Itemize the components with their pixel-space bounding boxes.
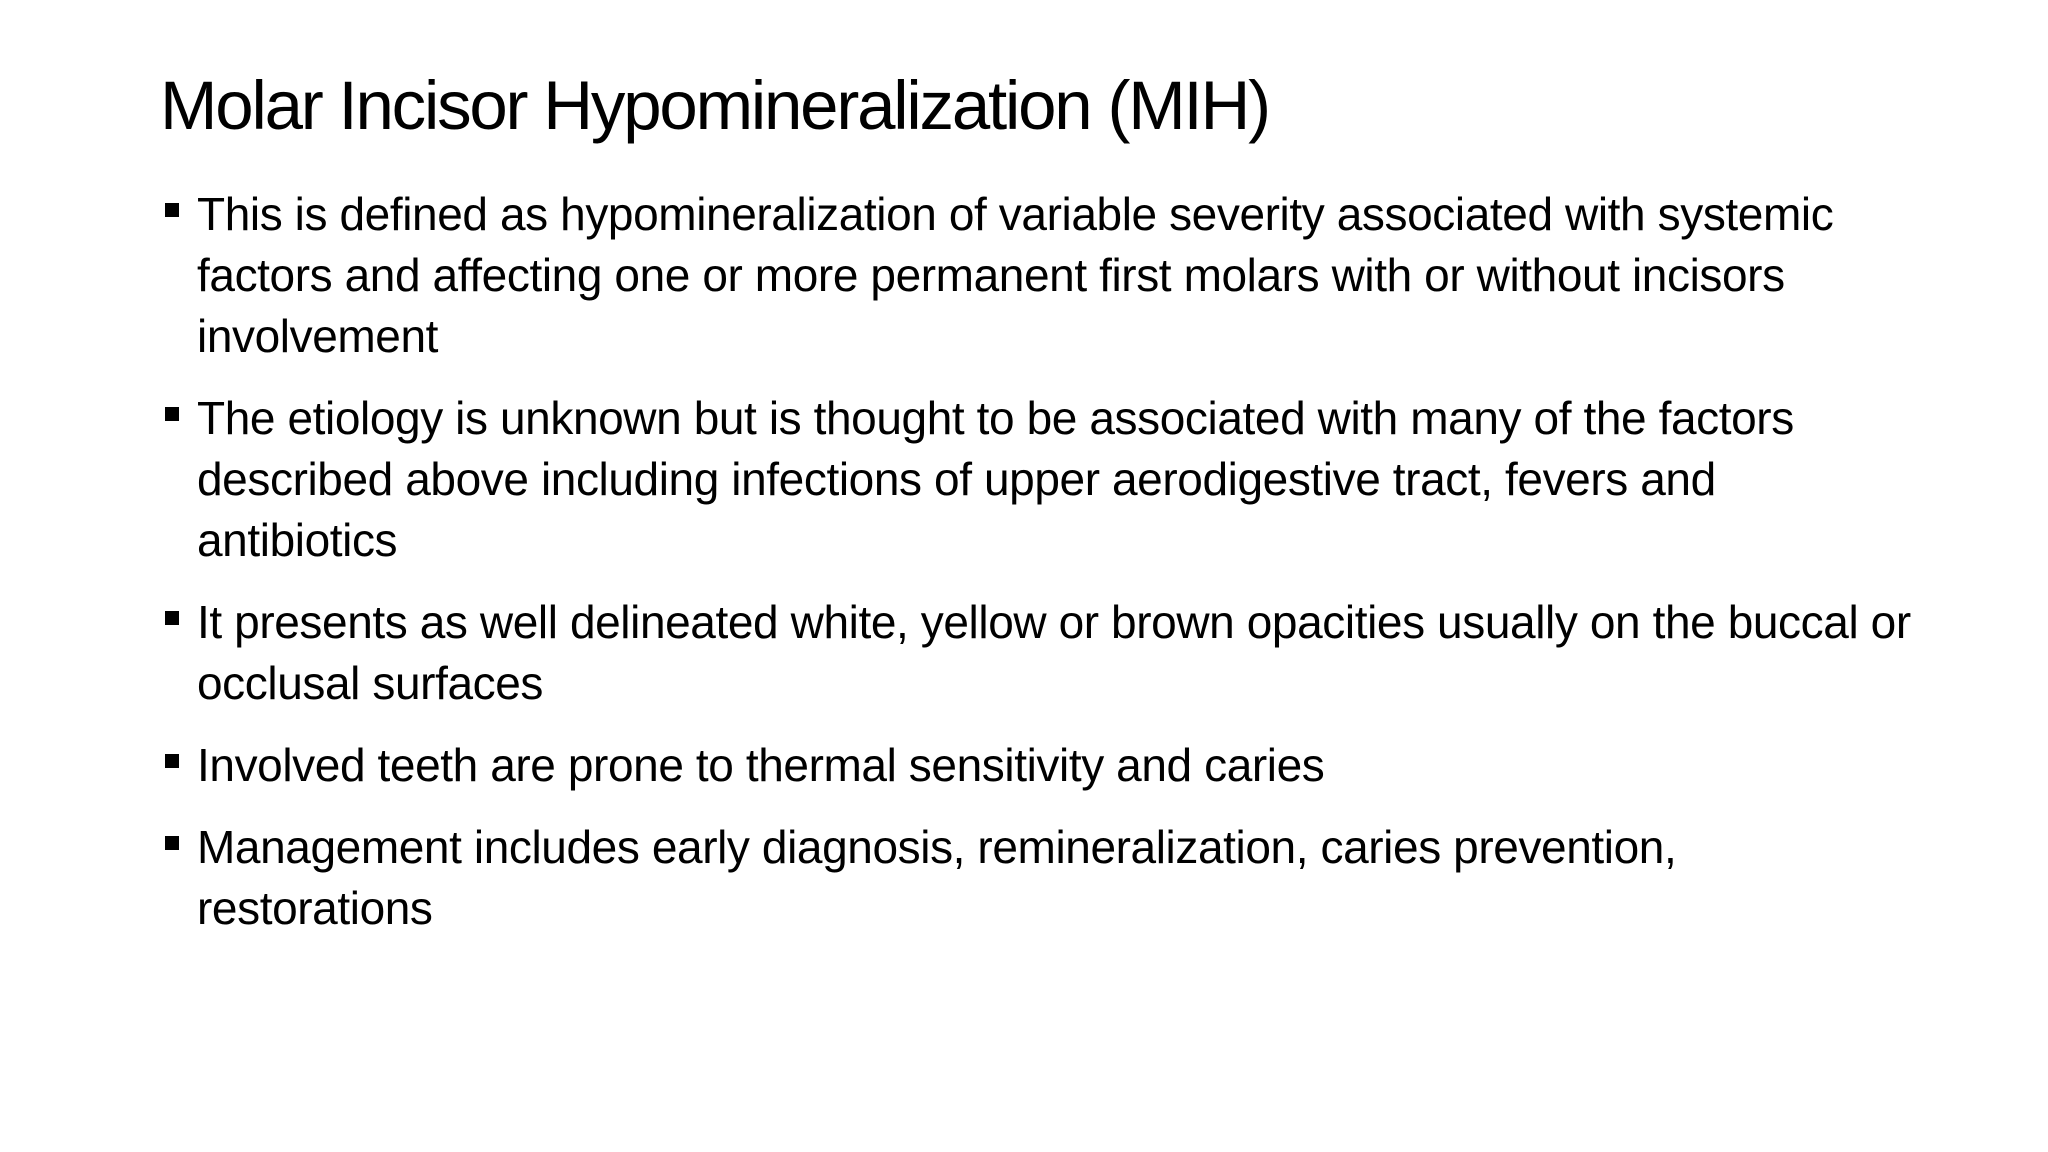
bullet-text: Management includes early diagnosis, remineralization, caries prevention, restorations bbox=[197, 821, 1677, 934]
list-item bbox=[160, 735, 1920, 796]
square-bullet-icon bbox=[165, 611, 179, 625]
square-bullet-icon bbox=[165, 407, 179, 421]
list-item bbox=[160, 388, 1920, 571]
square-bullet-icon bbox=[165, 203, 179, 217]
list-item bbox=[160, 592, 1920, 714]
bullet-text: The etiology is unknown but is thought to be associated with many of the factors described above including infections of upper aerodigestive tract, fevers and antibiotics bbox=[197, 392, 1794, 566]
square-bullet-icon bbox=[165, 754, 179, 768]
list-item bbox=[160, 817, 1920, 939]
bullet-text: It presents as well delineated white, yellow or brown opacities usually on the buccal or occlusal surfaces bbox=[197, 596, 1911, 709]
slide-title: Molar Incisor Hypomineralization (MIH) bbox=[160, 67, 1269, 144]
bullet-text: This is defined as hypomineralization of variable severity associated with systemic factors and affecting one or more permanent first molars with or without incisors involvement bbox=[197, 188, 1834, 362]
list-item bbox=[160, 184, 1920, 367]
bullet-text: Involved teeth are prone to thermal sensitivity and caries bbox=[197, 739, 1325, 791]
square-bullet-icon bbox=[165, 836, 179, 850]
bullet-list bbox=[160, 184, 1920, 960]
